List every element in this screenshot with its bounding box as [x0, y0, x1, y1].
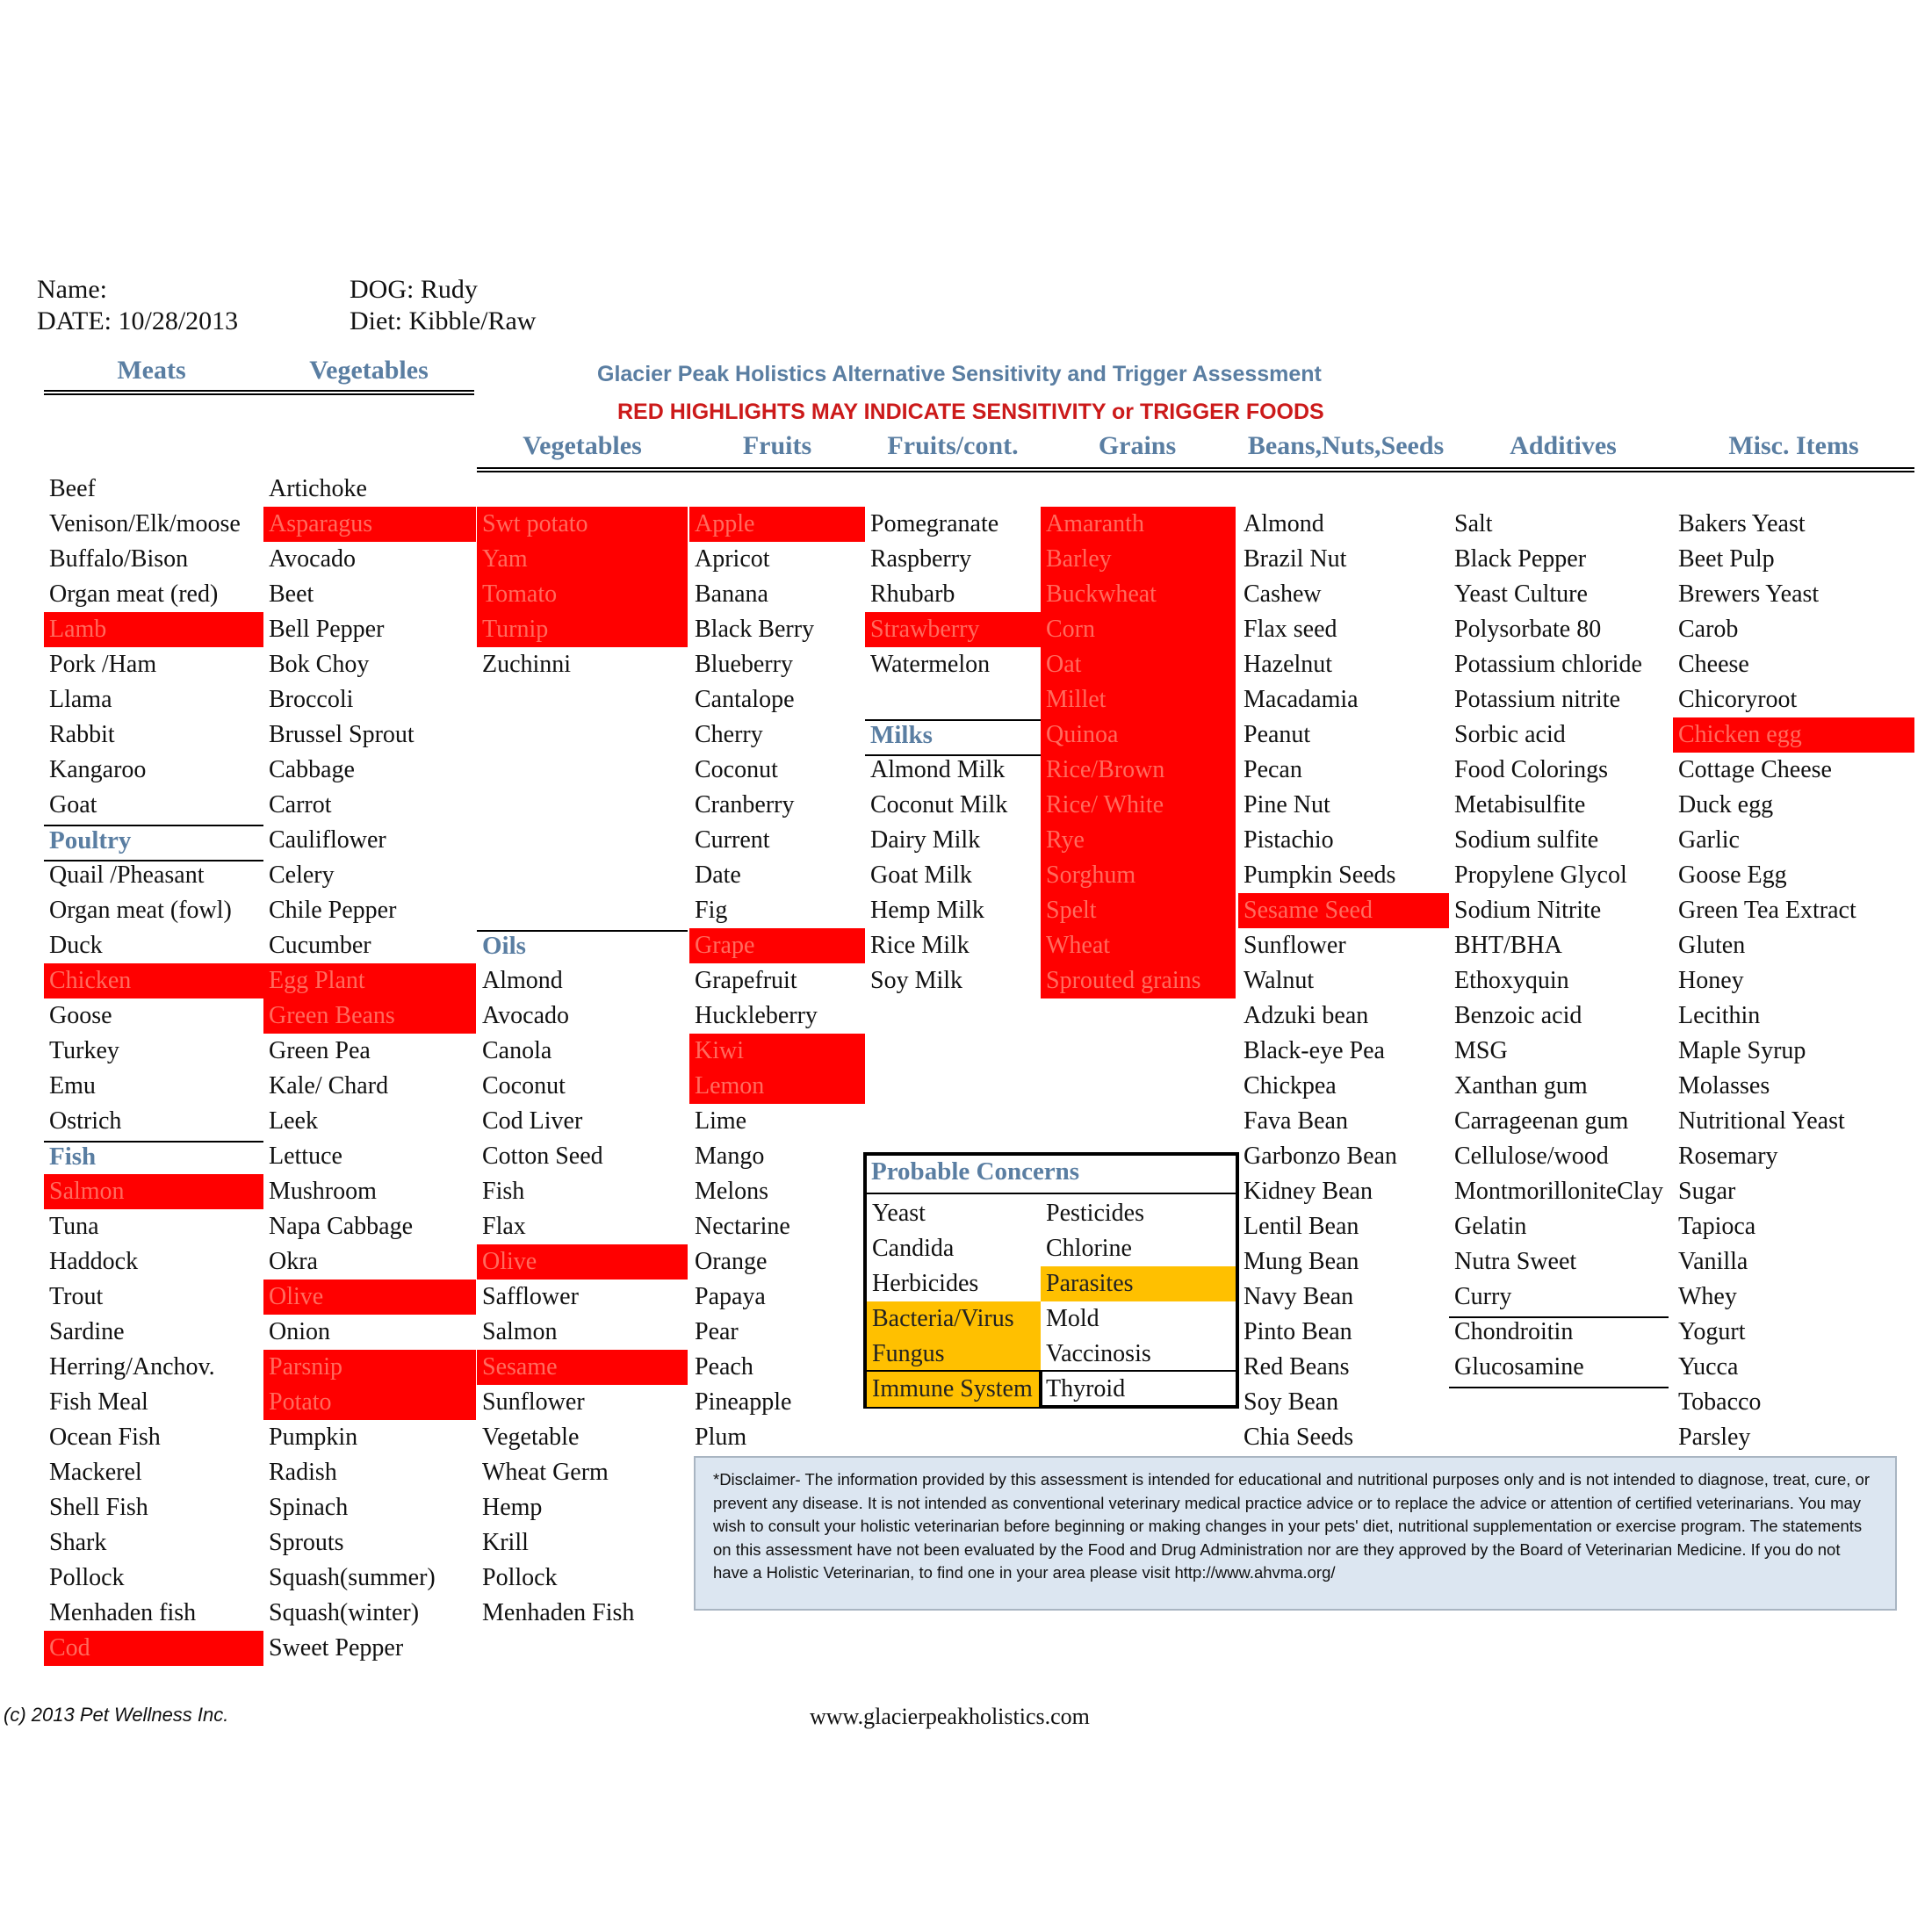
oil-item: Coconut [482, 1072, 566, 1099]
misc-item: Garlic [1678, 826, 1740, 854]
vegetable-item: Parsnip [263, 1350, 476, 1385]
poultry-item: Goose [49, 1002, 112, 1029]
bean-item: Black-eye Pea [1244, 1037, 1385, 1064]
oil-item: Sunflower [482, 1388, 585, 1416]
misc-item: Molasses [1678, 1072, 1770, 1099]
oil-item: Salmon [482, 1318, 558, 1345]
fish-item: Fish Meal [49, 1388, 148, 1416]
fruit-item: Lime [695, 1107, 747, 1135]
bean-item: Fava Bean [1244, 1107, 1348, 1135]
fruit-item: Peach [695, 1353, 753, 1381]
vegetable2-item: Turnip [477, 612, 688, 647]
misc-item: Green Tea Extract [1678, 897, 1856, 924]
vegetable-item: Sweet Pepper [269, 1634, 404, 1662]
bean-item: Chia Seeds [1244, 1424, 1354, 1451]
bean-item: Pistachio [1244, 826, 1334, 854]
bean-item: Brazil Nut [1244, 545, 1347, 573]
oil-item: Pollock [482, 1564, 558, 1591]
misc-item: Lecithin [1678, 1002, 1761, 1029]
misc-item: Tapioca [1678, 1213, 1756, 1240]
oil-item: Wheat Germ [482, 1459, 609, 1486]
bean-item: Hazelnut [1244, 651, 1333, 678]
additive-item: BHT/BHA [1454, 932, 1562, 959]
fish-item: Shark [49, 1529, 107, 1556]
additive-item: Carrageenan gum [1454, 1107, 1629, 1135]
misc-item: Brewers Yeast [1678, 580, 1820, 608]
fish-item: Salmon [44, 1174, 263, 1209]
vegetable-item: Carrot [269, 791, 332, 818]
bean-item: Chickpea [1244, 1072, 1337, 1099]
vegetable-item: Broccoli [269, 686, 354, 713]
additive-item: Nutra Sweet [1454, 1248, 1577, 1275]
vegetable-item: Green Beans [263, 998, 476, 1034]
milk-item: Hemp Milk [870, 897, 984, 924]
fish-item: Pollock [49, 1564, 125, 1591]
poultry-item: Duck [49, 932, 103, 959]
additive-item: Metabisulfite [1454, 791, 1586, 818]
misc-item: Nutritional Yeast [1678, 1107, 1845, 1135]
bean-item: Adzuki bean [1244, 1002, 1369, 1029]
bean-item: Pumpkin Seeds [1244, 861, 1396, 889]
fruit-item: Apple [689, 507, 865, 542]
additive-item: Black Pepper [1454, 545, 1587, 573]
concern-item: Herbicides [872, 1270, 979, 1297]
vegetable-item: Onion [269, 1318, 330, 1345]
milk-item: Coconut Milk [870, 791, 1008, 818]
fruit-item: Coconut [695, 756, 778, 783]
additive-item: Ethoxyquin [1454, 967, 1569, 994]
vegetable-item: Olive [263, 1280, 476, 1315]
fruit-item: Lemon [689, 1069, 865, 1104]
bean-item: Macadamia [1244, 686, 1359, 713]
fruits-cont-heading: Fruits/cont. [887, 431, 1019, 460]
fruit-item: Fig [695, 897, 728, 924]
vegetable-item: Avocado [269, 545, 356, 573]
fruit-item: Orange [695, 1248, 768, 1275]
misc-item: Sugar [1678, 1178, 1736, 1205]
bean-item: Red Beans [1244, 1353, 1350, 1381]
fruit-item: Grape [689, 928, 865, 963]
grain-item: Wheat [1041, 928, 1236, 963]
misc-item: Tobacco [1678, 1388, 1762, 1416]
meat-item: Buffalo/Bison [49, 545, 189, 573]
fruit-item: Cherry [695, 721, 763, 748]
fruit-item: Pear [695, 1318, 739, 1345]
grain-item: Rice/ White [1041, 788, 1236, 823]
meats-veg-rule [44, 390, 474, 395]
fish-item: Cod [44, 1631, 263, 1666]
meat-item: Lamb [44, 612, 263, 647]
grain-item: Oat [1041, 647, 1236, 682]
additive-item: Xanthan gum [1454, 1072, 1588, 1099]
website-link[interactable]: www.glacierpeakholistics.com [810, 1704, 1090, 1729]
oil-item: Fish [482, 1178, 525, 1205]
vegetable-item: Beet [269, 580, 314, 608]
milk-item: Goat Milk [870, 861, 972, 889]
concern-item: Yeast [872, 1200, 926, 1227]
additives-heading: Additives [1510, 431, 1617, 460]
additive-item: Potassium nitrite [1454, 686, 1620, 713]
concern-item: Bacteria/Virus [867, 1301, 1041, 1337]
bean-item: Flax seed [1244, 616, 1337, 643]
vegetable-item: Potato [263, 1385, 476, 1420]
vegetable-item: Kale/ Chard [269, 1072, 389, 1099]
meat-item: Kangaroo [49, 756, 147, 783]
additive-item: Yeast Culture [1454, 580, 1588, 608]
meat-item: Pork /Ham [49, 651, 157, 678]
oil-item: Sesame [477, 1350, 688, 1385]
additive-rule-1 [1449, 1316, 1669, 1318]
bean-item: Sunflower [1244, 932, 1346, 959]
fish-item: Tuna [49, 1213, 99, 1240]
bean-item: Cashew [1244, 580, 1322, 608]
concern-item: Vaccinosis [1046, 1340, 1151, 1367]
concern-item: Pesticides [1046, 1200, 1144, 1227]
fruit-item: Grapefruit [695, 967, 797, 994]
disclaimer: *Disclaimer- The information provided by this assessment is intended for educational and nutritional purposes only and is not intended to diagnose, treat, cure, or prevent any disease. It is not intended as conventional veterinary medical practice advice or to replace the advice or attention of certified veterinarians. You may wish to consult your holistic veterinarian before beginning or making changes in your pets' diet, nutritional supplementation or exercise program. The statements on this assessment have not been evaluated by the Food and Drug Administration nor are they approved by the Board of Veterinarian Medicine. If you do not have a Holistic Veterinarian, to find one in your area please visit http://www.ahvma.org/ [694, 1456, 1897, 1611]
milk-item: Dairy Milk [870, 826, 981, 854]
meat-item: Llama [49, 686, 112, 713]
poultry-heading: Poultry [49, 826, 132, 854]
misc-item: Cheese [1678, 651, 1749, 678]
vegetable-item: Cucumber [269, 932, 371, 959]
vegetable-item: Bell Pepper [269, 616, 385, 643]
oil-item: Flax [482, 1213, 526, 1240]
vegetable-item: Leek [269, 1107, 318, 1135]
oil-item: Almond [482, 967, 563, 994]
additive-item: Salt [1454, 510, 1493, 537]
poultry-item: Organ meat (fowl) [49, 897, 232, 924]
oil-item: Hemp [482, 1494, 543, 1521]
vegetable-item: Chile Pepper [269, 897, 397, 924]
grain-item: Sprouted grains [1041, 963, 1236, 998]
additive-item: Propylene Glycol [1454, 861, 1627, 889]
probable-concerns-rule [865, 1193, 1237, 1194]
vegetable-item: Okra [269, 1248, 318, 1275]
bean-item: Kidney Bean [1244, 1178, 1373, 1205]
vegetable2-item: Yam [477, 542, 688, 577]
additive-item: Sorbic acid [1454, 721, 1566, 748]
vegetable-item: Artichoke [269, 475, 367, 502]
fruit-item: Plum [695, 1424, 747, 1451]
concern-item: Mold [1046, 1305, 1099, 1332]
misc-item: Whey [1678, 1283, 1737, 1310]
meat-item: Rabbit [49, 721, 115, 748]
concern-item: Fungus [867, 1337, 1041, 1372]
milk-item: Almond Milk [870, 756, 1006, 783]
additive-item: Sodium Nitrite [1454, 897, 1602, 924]
meat-item: Organ meat (red) [49, 580, 219, 608]
misc-item: Yucca [1678, 1353, 1739, 1381]
grain-item: Corn [1041, 612, 1236, 647]
beans-heading: Beans,Nuts,Seeds [1247, 431, 1445, 460]
grain-item: Millet [1041, 682, 1236, 717]
fruit-item: Blueberry [695, 651, 793, 678]
oil-item: Safflower [482, 1283, 579, 1310]
concern-item: Thyroid [1046, 1375, 1126, 1402]
bean-item: Lentil Bean [1244, 1213, 1359, 1240]
fish-item: Herring/Anchov. [49, 1353, 215, 1381]
grain-item: Quinoa [1041, 717, 1236, 753]
additive-rule-2 [1449, 1387, 1669, 1388]
vegetable2-item: Tomato [477, 577, 688, 612]
additive-item: Gelatin [1454, 1213, 1527, 1240]
additive-item: Benzoic acid [1454, 1002, 1582, 1029]
dog-line: DOG: Rudy [350, 275, 478, 304]
oil-item: Menhaden Fish [482, 1599, 635, 1626]
bean-item: Pinto Bean [1244, 1318, 1352, 1345]
oil-item: Cod Liver [482, 1107, 583, 1135]
vegetable-item: Egg Plant [263, 963, 476, 998]
meats-heading: Meats [117, 356, 186, 385]
bean-item: Walnut [1244, 967, 1315, 994]
oils-heading: Oils [482, 932, 526, 960]
misc-item: Vanilla [1678, 1248, 1748, 1275]
meat-item: Beef [49, 475, 96, 502]
additive-item: MSG [1454, 1037, 1508, 1064]
vegetable-item: Green Pea [269, 1037, 371, 1064]
bean-item: Garbonzo Bean [1244, 1143, 1397, 1170]
grain-item: Buckwheat [1041, 577, 1236, 612]
vegetable-item: Sprouts [269, 1529, 344, 1556]
grain-item: Spelt [1041, 893, 1236, 928]
vegetable-item: Spinach [269, 1494, 349, 1521]
bean-item: Pine Nut [1244, 791, 1330, 818]
concern-item: Candida [872, 1235, 955, 1262]
misc-heading: Misc. Items [1728, 431, 1859, 460]
oil-item: Avocado [482, 1002, 569, 1029]
additive-item: Sodium sulfite [1454, 826, 1599, 854]
vegetable-item: Squash(summer) [269, 1564, 436, 1591]
poultry-item: Ostrich [49, 1107, 122, 1135]
poultry-item: Emu [49, 1072, 96, 1099]
assessment-title: Glacier Peak Holistics Alternative Sensitivity and Trigger Assessment [597, 362, 1322, 386]
fruits-heading: Fruits [742, 431, 812, 460]
grain-item: Barley [1041, 542, 1236, 577]
additive-item: Polysorbate 80 [1454, 616, 1602, 643]
vegetable2-item: Zuchinni [482, 651, 572, 678]
grain-item: Rice/Brown [1041, 753, 1236, 788]
oil-item: Olive [477, 1244, 688, 1280]
poultry-item: Chicken [44, 963, 263, 998]
vegetable-item: Napa Cabbage [269, 1213, 414, 1240]
fish-item: Trout [49, 1283, 104, 1310]
fish-item: Menhaden fish [49, 1599, 197, 1626]
probable-concerns-heading: Probable Concerns [871, 1157, 1080, 1186]
fish-item: Shell Fish [49, 1494, 148, 1521]
milks-heading: Milks [870, 721, 933, 749]
fruit-item: Melons [695, 1178, 768, 1205]
vegetable-item: Brussel Sprout [269, 721, 415, 748]
fruit-cont-item: Pomegranate [870, 510, 999, 537]
fruit-item: Nectarine [695, 1213, 790, 1240]
bean-item: Almond [1244, 510, 1324, 537]
grains-heading: Grains [1098, 431, 1177, 460]
bean-item: Sesame Seed [1238, 893, 1449, 928]
bean-item: Peanut [1244, 721, 1311, 748]
fruit-cont-item: Strawberry [865, 612, 1041, 647]
bean-item: Soy Bean [1244, 1388, 1339, 1416]
concern-item: Parasites [1041, 1266, 1236, 1301]
main-header-rule [477, 467, 1914, 472]
misc-item: Goose Egg [1678, 861, 1787, 889]
misc-item: Maple Syrup [1678, 1037, 1806, 1064]
vegetable-item: Bok Choy [269, 651, 370, 678]
vegetable-item: Squash(winter) [269, 1599, 420, 1626]
fruit-item: Date [695, 861, 741, 889]
poultry-item: Quail /Pheasant [49, 861, 205, 889]
fruit-item: Cantalope [695, 686, 795, 713]
vegetable-item: Cabbage [269, 756, 355, 783]
fruit-item: Black Berry [695, 616, 815, 643]
meat-item: Venison/Elk/moose [49, 510, 241, 537]
misc-item: Rosemary [1678, 1143, 1778, 1170]
fruit-item: Huckleberry [695, 1002, 818, 1029]
fruit-item: Current [695, 826, 770, 854]
misc-item: Gluten [1678, 932, 1746, 959]
additive-item: Glucosamine [1454, 1353, 1584, 1381]
additive-item: MontmorilloniteClay [1454, 1178, 1663, 1205]
concern-item: Immune System [867, 1372, 1041, 1407]
additive-item: Cellulose/wood [1454, 1143, 1609, 1170]
grain-item: Rye [1041, 823, 1236, 858]
oil-item: Vegetable [482, 1424, 580, 1451]
misc-item: Parsley [1678, 1424, 1751, 1451]
vegetable-item: Mushroom [269, 1178, 377, 1205]
vegetable-item: Pumpkin [269, 1424, 358, 1451]
fruit-item: Mango [695, 1143, 765, 1170]
milk-item: Soy Milk [870, 967, 963, 994]
oil-item: Cotton Seed [482, 1143, 603, 1170]
vegetables2-heading: Vegetables [523, 431, 642, 460]
vegetable-item: Cauliflower [269, 826, 386, 854]
fruit-item: Pineapple [695, 1388, 792, 1416]
additive-item: Curry [1454, 1283, 1512, 1310]
vegetables-heading: Vegetables [309, 356, 429, 385]
name-label: Name: [37, 275, 107, 304]
warning-title: RED HIGHLIGHTS MAY INDICATE SENSITIVITY or TRIGGER FOODS [617, 400, 1324, 424]
fish-item: Mackerel [49, 1459, 142, 1486]
oil-item: Krill [482, 1529, 529, 1556]
poultry-item: Turkey [49, 1037, 119, 1064]
bean-item: Navy Bean [1244, 1283, 1354, 1310]
vegetable-item: Lettuce [269, 1143, 342, 1170]
additive-item: Food Colorings [1454, 756, 1609, 783]
fruit-item: Cranberry [695, 791, 795, 818]
vegetable-item: Celery [269, 861, 335, 889]
fruit-item: Papaya [695, 1283, 766, 1310]
misc-item: Cottage Cheese [1678, 756, 1832, 783]
diet-line: Diet: Kibble/Raw [350, 306, 537, 335]
fish-item: Haddock [49, 1248, 139, 1275]
vegetable2-item: Swt potato [477, 507, 688, 542]
concern-item: Chlorine [1046, 1235, 1132, 1262]
misc-item: Beet Pulp [1678, 545, 1775, 573]
bean-item: Pecan [1244, 756, 1302, 783]
fruit-item: Apricot [695, 545, 770, 573]
bean-item: Mung Bean [1244, 1248, 1359, 1275]
fish-heading: Fish [49, 1143, 97, 1171]
misc-item: Carob [1678, 616, 1739, 643]
misc-item: Duck egg [1678, 791, 1774, 818]
milk-item: Rice Milk [870, 932, 970, 959]
grain-item: Sorghum [1041, 858, 1236, 893]
misc-item: Bakers Yeast [1678, 510, 1806, 537]
fruit-item: Kiwi [689, 1034, 865, 1069]
misc-item: Honey [1678, 967, 1744, 994]
fruit-item: Banana [695, 580, 768, 608]
oil-item: Canola [482, 1037, 552, 1064]
fish-item: Sardine [49, 1318, 125, 1345]
fruit-cont-item: Raspberry [870, 545, 972, 573]
fruit-cont-item: Rhubarb [870, 580, 955, 608]
date-line: DATE: 10/28/2013 [37, 306, 239, 335]
grain-item: Amaranth [1041, 507, 1236, 542]
concern-row-rule [865, 1370, 1237, 1372]
misc-item: Chicken egg [1673, 717, 1914, 753]
meat-item: Goat [49, 791, 97, 818]
additive-item: Chondroitin [1454, 1318, 1574, 1345]
misc-item: Chicoryroot [1678, 686, 1798, 713]
vegetable-item: Radish [269, 1459, 337, 1486]
fruit-cont-item: Watermelon [870, 651, 991, 678]
misc-item: Yogurt [1678, 1318, 1746, 1345]
fish-item: Ocean Fish [49, 1424, 161, 1451]
additive-item: Potassium chloride [1454, 651, 1642, 678]
vegetable-item: Asparagus [263, 507, 476, 542]
concern-divider [1039, 1372, 1042, 1407]
copyright: (c) 2013 Pet Wellness Inc. [4, 1704, 229, 1726]
